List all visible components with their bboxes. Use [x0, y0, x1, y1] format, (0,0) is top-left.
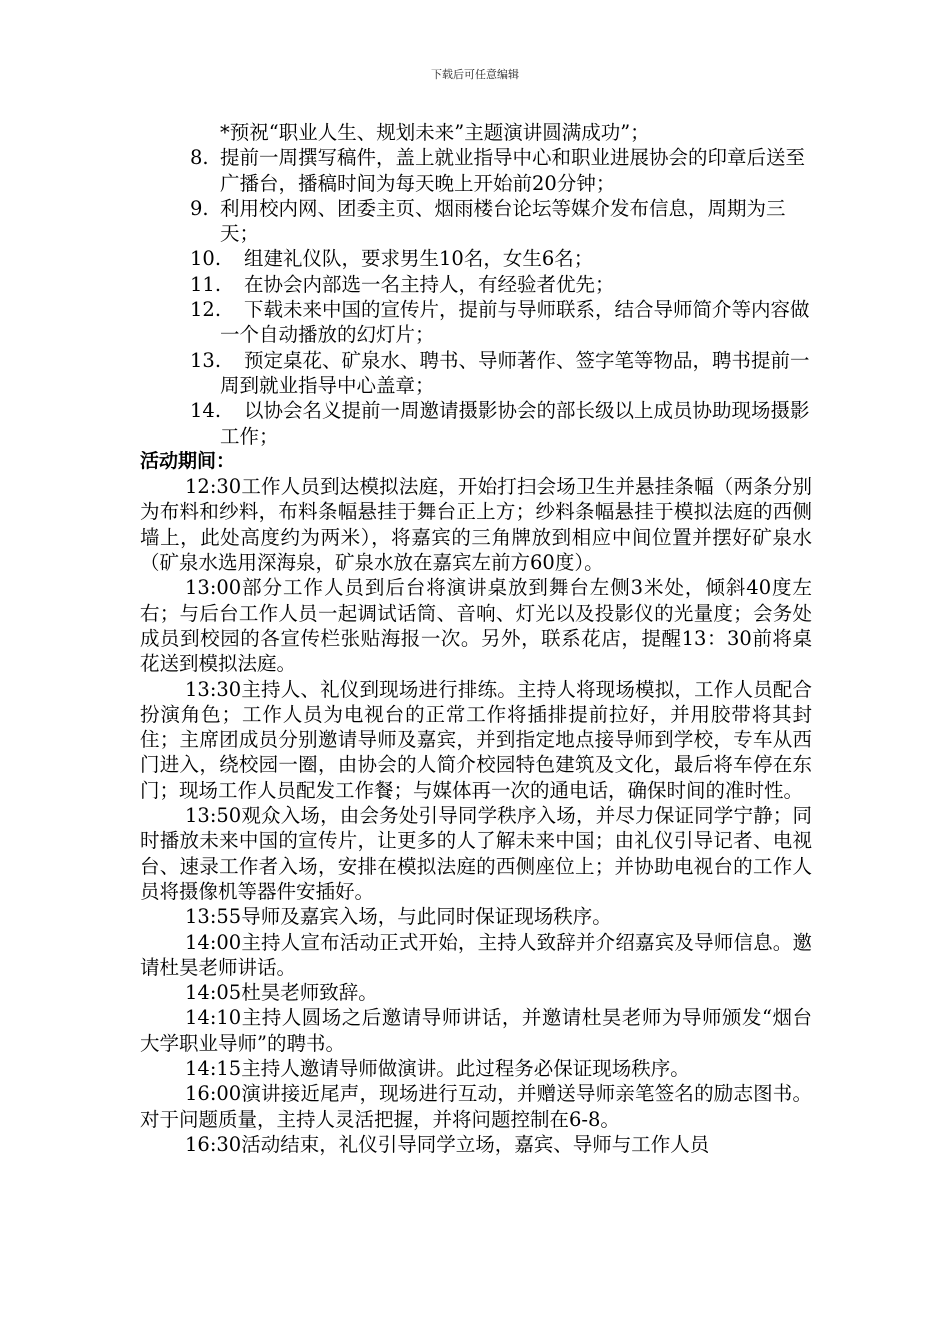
list-item-text: 下载未来中国的宣传片，提前与导师联系，结合导师简介等内容做一个自动播放的幻灯片； — [220, 298, 810, 347]
paragraph: 12:30工作人员到达模拟法庭，开始打扫会场卫生并悬挂条幅（两条分别为布料和纱料，布料条幅悬挂于舞台正上方；纱料条幅悬挂于模拟法庭的西侧墙上，此处高度约为两米），将嘉宾的三角牌放到相应中间位置并摆好矿泉水（矿泉水选用深海泉，矿泉水放在嘉宾左前方60度）。 — [140, 475, 812, 575]
list-item-number: 9. — [190, 196, 209, 220]
list-item — [140, 297, 812, 348]
list-item — [140, 348, 812, 399]
paragraph: 14:00主持人宣布活动正式开始，主持人致辞并介绍嘉宾及导师信息。邀请杜昊老师讲话。 — [140, 930, 812, 979]
list-item-text: 利用校内网、团委主页、烟雨楼台论坛等媒介发布信息，周期为三天； — [220, 196, 786, 246]
section-heading: 活动期间： — [140, 449, 236, 472]
list-item-text: 在协会内部选一名主持人，有经验者优先； — [244, 272, 615, 296]
list-item-number: 14. — [190, 399, 222, 423]
list-item — [140, 196, 812, 247]
list-item — [140, 145, 812, 196]
list-item — [140, 246, 812, 271]
list-item — [140, 398, 812, 449]
prelude-line: *预祝“职业人生、规划未来”主题演讲圆满成功”； — [220, 121, 650, 144]
list-item-text: 组建礼仪队，要求男生10名，女生6名； — [244, 247, 594, 271]
paragraph: 14:05杜昊老师致辞。 — [185, 981, 378, 1005]
paragraph: 16:30活动结束，礼仪引导同学立场，嘉宾、导师与工作人员 — [185, 1132, 710, 1156]
paragraph: 13:55导师及嘉宾入场，与此同时保证现场秩序。 — [185, 905, 612, 929]
list-item-text: 以协会名义提前一周邀请摄影协会的部长级以上成员协助现场摄影工作； — [220, 399, 810, 448]
paragraph: 13:30主持人、礼仪到现场进行排练。主持人将现场模拟，工作人员配合扮演角色；工作人员为电视台的正常工作将插排提前拉好，并用胶带将其封住；主席团成员分别邀请导师及嘉宾，并到指定地点接导师到学校，专车从西门进入，绕校园一圈，由协会的人简介校园特色建筑及文化，最后将车停在东门；现场工作人员配发工作餐；与媒体再一次的通电话，确保时间的准时性。 — [140, 677, 812, 802]
page-header: 下载后可任意编辑 — [431, 68, 519, 81]
list-item — [140, 272, 812, 297]
list-item-number: 13. — [190, 348, 222, 372]
paragraph: 14:15主持人邀请导师做演讲。此过程务必保证现场秩序。 — [185, 1056, 690, 1080]
list-item-text: 预定桌花、矿泉水、聘书、导师著作、签字笔等物品，聘书提前一周到就业指导中心盖章； — [220, 348, 810, 397]
document-body — [140, 120, 812, 1157]
paragraph: 16:00演讲接近尾声，现场进行互动，并赠送导师亲笔签名的励志图书。对于问题质量，主持人灵活把握，并将问题控制在6-8。 — [140, 1082, 812, 1131]
list-item-number: 8. — [190, 146, 209, 170]
list-item-text: 提前一周撰写稿件，盖上就业指导中心和职业进展协会的印章后送至广播台，播稿时间为每天晚上开始前20分钟； — [220, 146, 806, 195]
list-item-number: 10. — [190, 247, 222, 271]
paragraph: 14:10主持人圆场之后邀请导师讲话，并邀请杜昊老师为导师颁发“烟台大学职业导师”的聘书。 — [140, 1006, 812, 1055]
paragraph: 13:50观众入场，由会务处引导同学秩序入场，并尽力保证同学宁静；同时播放未来中国的宣传片，让更多的人了解未来中国；由礼仪引导记者、电视台、速录工作者入场，安排在模拟法庭的西侧座位上；并协助电视台的工作人员将摄像机等器件安插好。 — [140, 804, 812, 903]
paragraph: 13:00部分工作人员到后台将演讲桌放到舞台左侧3米处，倾斜40度左右；与后台工作人员一起调试话筒、音响、灯光以及投影仪的光量度；会务处成员到校园的各宣传栏张贴海报一次。另外，联系花店，提醒13：30前将桌花送到模拟法庭。 — [140, 576, 812, 676]
list-item-number: 12. — [190, 298, 222, 322]
list-item-number: 11. — [190, 272, 222, 296]
